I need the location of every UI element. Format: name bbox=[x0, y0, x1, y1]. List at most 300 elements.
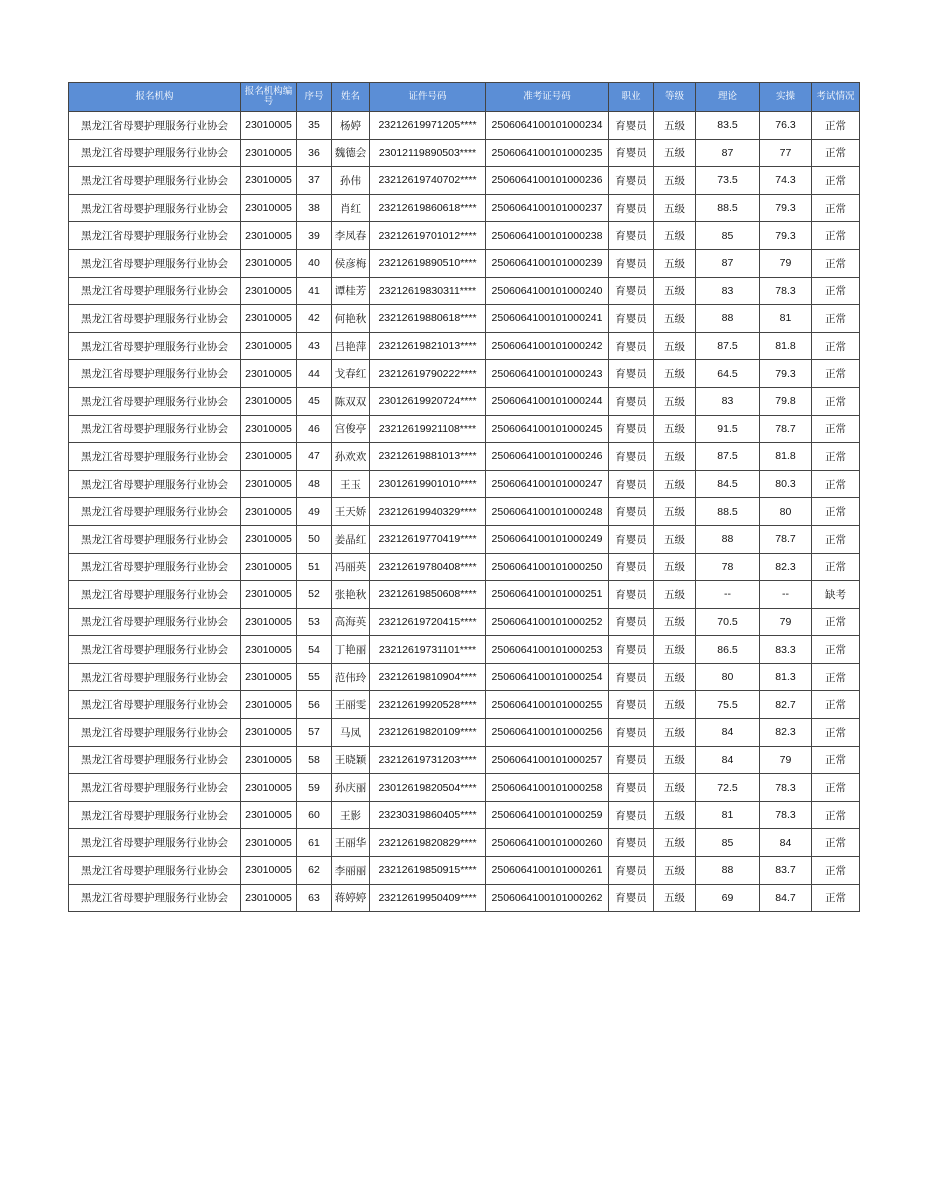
col-header-org: 报名机构 bbox=[69, 83, 241, 112]
cell-seq: 54 bbox=[297, 636, 332, 664]
cell-org-code: 23010005 bbox=[241, 112, 297, 140]
cell-org-code: 23010005 bbox=[241, 360, 297, 388]
cell-practice: 74.3 bbox=[760, 167, 812, 195]
cell-id-no: 23212619790222**** bbox=[370, 360, 486, 388]
cell-id-no: 23212619950409**** bbox=[370, 884, 486, 912]
col-header-seq: 序号 bbox=[297, 83, 332, 112]
cell-ticket: 2506064100101000261 bbox=[486, 857, 609, 885]
cell-ticket: 2506064100101000238 bbox=[486, 222, 609, 250]
col-header-status: 考试情况 bbox=[812, 83, 860, 112]
cell-level: 五级 bbox=[654, 636, 696, 664]
cell-org: 黑龙江省母婴护理服务行业协会 bbox=[69, 443, 241, 471]
col-header-org-code: 报名机构编号 bbox=[241, 83, 297, 112]
cell-ticket: 2506064100101000259 bbox=[486, 801, 609, 829]
cell-seq: 59 bbox=[297, 774, 332, 802]
cell-level: 五级 bbox=[654, 194, 696, 222]
table-row bbox=[69, 857, 860, 885]
cell-id-no: 23212619770419**** bbox=[370, 525, 486, 553]
cell-job: 育婴员 bbox=[609, 194, 654, 222]
cell-ticket: 2506064100101000250 bbox=[486, 553, 609, 581]
cell-name: 王晓颖 bbox=[332, 746, 370, 774]
cell-ticket: 2506064100101000235 bbox=[486, 139, 609, 167]
cell-name: 戈春红 bbox=[332, 360, 370, 388]
cell-org: 黑龙江省母婴护理服务行业协会 bbox=[69, 801, 241, 829]
cell-org: 黑龙江省母婴护理服务行业协会 bbox=[69, 470, 241, 498]
cell-name: 蒋婷婷 bbox=[332, 884, 370, 912]
cell-org: 黑龙江省母婴护理服务行业协会 bbox=[69, 332, 241, 360]
table-row bbox=[69, 801, 860, 829]
cell-ticket: 2506064100101000254 bbox=[486, 663, 609, 691]
cell-org: 黑龙江省母婴护理服务行业协会 bbox=[69, 277, 241, 305]
cell-name: 李丽丽 bbox=[332, 857, 370, 885]
cell-ticket: 2506064100101000244 bbox=[486, 387, 609, 415]
cell-name: 吕艳萍 bbox=[332, 332, 370, 360]
cell-seq: 62 bbox=[297, 857, 332, 885]
cell-name: 姜晶红 bbox=[332, 525, 370, 553]
cell-ticket: 2506064100101000249 bbox=[486, 525, 609, 553]
cell-name: 高海英 bbox=[332, 608, 370, 636]
cell-theory: 88 bbox=[696, 857, 760, 885]
cell-id-no: 23212619850915**** bbox=[370, 857, 486, 885]
cell-theory: 72.5 bbox=[696, 774, 760, 802]
cell-job: 育婴员 bbox=[609, 167, 654, 195]
cell-practice: 77 bbox=[760, 139, 812, 167]
cell-id-no: 23012119890503**** bbox=[370, 139, 486, 167]
cell-id-no: 23212619780408**** bbox=[370, 553, 486, 581]
cell-id-no: 23212619720415**** bbox=[370, 608, 486, 636]
cell-practice: 79.3 bbox=[760, 360, 812, 388]
cell-seq: 52 bbox=[297, 581, 332, 609]
cell-id-no: 23212619880618**** bbox=[370, 305, 486, 333]
cell-theory: 85 bbox=[696, 829, 760, 857]
cell-org: 黑龙江省母婴护理服务行业协会 bbox=[69, 553, 241, 581]
cell-ticket: 2506064100101000253 bbox=[486, 636, 609, 664]
cell-org: 黑龙江省母婴护理服务行业协会 bbox=[69, 112, 241, 140]
cell-status: 正常 bbox=[812, 663, 860, 691]
cell-job: 育婴员 bbox=[609, 415, 654, 443]
table-header bbox=[69, 83, 860, 112]
cell-job: 育婴员 bbox=[609, 801, 654, 829]
cell-name: 何艳秋 bbox=[332, 305, 370, 333]
score-table bbox=[68, 82, 860, 912]
cell-theory: 91.5 bbox=[696, 415, 760, 443]
cell-job: 育婴员 bbox=[609, 525, 654, 553]
cell-practice: 79 bbox=[760, 608, 812, 636]
cell-job: 育婴员 bbox=[609, 581, 654, 609]
cell-seq: 58 bbox=[297, 746, 332, 774]
cell-name: 杨婷 bbox=[332, 112, 370, 140]
cell-ticket: 2506064100101000236 bbox=[486, 167, 609, 195]
cell-org-code: 23010005 bbox=[241, 470, 297, 498]
cell-status: 正常 bbox=[812, 249, 860, 277]
cell-practice: 82.3 bbox=[760, 719, 812, 747]
cell-ticket: 2506064100101000245 bbox=[486, 415, 609, 443]
cell-seq: 61 bbox=[297, 829, 332, 857]
cell-seq: 45 bbox=[297, 387, 332, 415]
cell-status: 正常 bbox=[812, 746, 860, 774]
cell-org-code: 23010005 bbox=[241, 829, 297, 857]
cell-org-code: 23010005 bbox=[241, 249, 297, 277]
cell-practice: 81.3 bbox=[760, 663, 812, 691]
cell-id-no: 23212619850608**** bbox=[370, 581, 486, 609]
cell-org-code: 23010005 bbox=[241, 332, 297, 360]
cell-level: 五级 bbox=[654, 553, 696, 581]
cell-theory: 85 bbox=[696, 222, 760, 250]
cell-seq: 49 bbox=[297, 498, 332, 526]
cell-job: 育婴员 bbox=[609, 112, 654, 140]
cell-seq: 57 bbox=[297, 719, 332, 747]
cell-status: 正常 bbox=[812, 332, 860, 360]
cell-org-code: 23010005 bbox=[241, 857, 297, 885]
cell-job: 育婴员 bbox=[609, 553, 654, 581]
cell-ticket: 2506064100101000248 bbox=[486, 498, 609, 526]
cell-org: 黑龙江省母婴护理服务行业协会 bbox=[69, 884, 241, 912]
cell-org: 黑龙江省母婴护理服务行业协会 bbox=[69, 857, 241, 885]
table-row bbox=[69, 553, 860, 581]
cell-theory: 87.5 bbox=[696, 332, 760, 360]
cell-org: 黑龙江省母婴护理服务行业协会 bbox=[69, 415, 241, 443]
cell-id-no: 23212619830311**** bbox=[370, 277, 486, 305]
cell-name: 冯丽英 bbox=[332, 553, 370, 581]
cell-level: 五级 bbox=[654, 249, 696, 277]
cell-job: 育婴员 bbox=[609, 884, 654, 912]
cell-org-code: 23010005 bbox=[241, 663, 297, 691]
cell-ticket: 2506064100101000258 bbox=[486, 774, 609, 802]
cell-level: 五级 bbox=[654, 387, 696, 415]
table-row bbox=[69, 884, 860, 912]
cell-status: 正常 bbox=[812, 470, 860, 498]
cell-level: 五级 bbox=[654, 498, 696, 526]
table-row bbox=[69, 663, 860, 691]
cell-practice: 78.3 bbox=[760, 801, 812, 829]
cell-id-no: 23230319860405**** bbox=[370, 801, 486, 829]
cell-org-code: 23010005 bbox=[241, 581, 297, 609]
cell-name: 李凤春 bbox=[332, 222, 370, 250]
cell-theory: 73.5 bbox=[696, 167, 760, 195]
cell-name: 王丽华 bbox=[332, 829, 370, 857]
cell-org: 黑龙江省母婴护理服务行业协会 bbox=[69, 636, 241, 664]
cell-practice: 82.3 bbox=[760, 553, 812, 581]
cell-org: 黑龙江省母婴护理服务行业协会 bbox=[69, 663, 241, 691]
cell-org-code: 23010005 bbox=[241, 498, 297, 526]
cell-org-code: 23010005 bbox=[241, 415, 297, 443]
cell-theory: 87 bbox=[696, 139, 760, 167]
cell-ticket: 2506064100101000256 bbox=[486, 719, 609, 747]
cell-theory: 86.5 bbox=[696, 636, 760, 664]
score-sheet bbox=[68, 82, 860, 912]
cell-id-no: 23212619820109**** bbox=[370, 719, 486, 747]
cell-org: 黑龙江省母婴护理服务行业协会 bbox=[69, 498, 241, 526]
cell-job: 育婴员 bbox=[609, 608, 654, 636]
header-row bbox=[69, 83, 860, 112]
cell-org-code: 23010005 bbox=[241, 719, 297, 747]
cell-practice: 79 bbox=[760, 746, 812, 774]
cell-theory: 88.5 bbox=[696, 498, 760, 526]
cell-status: 正常 bbox=[812, 360, 860, 388]
cell-theory: 88.5 bbox=[696, 194, 760, 222]
cell-practice: 84 bbox=[760, 829, 812, 857]
cell-org: 黑龙江省母婴护理服务行业协会 bbox=[69, 360, 241, 388]
cell-seq: 53 bbox=[297, 608, 332, 636]
cell-status: 正常 bbox=[812, 222, 860, 250]
cell-org: 黑龙江省母婴护理服务行业协会 bbox=[69, 222, 241, 250]
cell-practice: 83.3 bbox=[760, 636, 812, 664]
cell-level: 五级 bbox=[654, 443, 696, 471]
table-row bbox=[69, 167, 860, 195]
table-row bbox=[69, 829, 860, 857]
table-row bbox=[69, 443, 860, 471]
cell-seq: 60 bbox=[297, 801, 332, 829]
cell-org-code: 23010005 bbox=[241, 608, 297, 636]
table-row bbox=[69, 194, 860, 222]
cell-status: 正常 bbox=[812, 415, 860, 443]
cell-theory: 88 bbox=[696, 525, 760, 553]
col-header-level: 等级 bbox=[654, 83, 696, 112]
table-row bbox=[69, 774, 860, 802]
cell-practice: 80 bbox=[760, 498, 812, 526]
cell-org-code: 23010005 bbox=[241, 884, 297, 912]
col-header-id-no: 证件号码 bbox=[370, 83, 486, 112]
cell-theory: 78 bbox=[696, 553, 760, 581]
cell-level: 五级 bbox=[654, 857, 696, 885]
cell-org-code: 23010005 bbox=[241, 746, 297, 774]
cell-practice: 79.8 bbox=[760, 387, 812, 415]
cell-org: 黑龙江省母婴护理服务行业协会 bbox=[69, 581, 241, 609]
cell-status: 正常 bbox=[812, 774, 860, 802]
cell-id-no: 23212619890510**** bbox=[370, 249, 486, 277]
cell-org-code: 23010005 bbox=[241, 277, 297, 305]
cell-level: 五级 bbox=[654, 525, 696, 553]
cell-practice: 84.7 bbox=[760, 884, 812, 912]
cell-org: 黑龙江省母婴护理服务行业协会 bbox=[69, 746, 241, 774]
cell-theory: 80 bbox=[696, 663, 760, 691]
cell-status: 缺考 bbox=[812, 581, 860, 609]
cell-seq: 44 bbox=[297, 360, 332, 388]
cell-job: 育婴员 bbox=[609, 857, 654, 885]
cell-practice: 80.3 bbox=[760, 470, 812, 498]
cell-ticket: 2506064100101000255 bbox=[486, 691, 609, 719]
cell-ticket: 2506064100101000260 bbox=[486, 829, 609, 857]
table-row bbox=[69, 719, 860, 747]
cell-name: 王丽雯 bbox=[332, 691, 370, 719]
cell-id-no: 23212619940329**** bbox=[370, 498, 486, 526]
cell-ticket: 2506064100101000257 bbox=[486, 746, 609, 774]
table-row bbox=[69, 525, 860, 553]
cell-job: 育婴员 bbox=[609, 387, 654, 415]
cell-name: 王影 bbox=[332, 801, 370, 829]
cell-level: 五级 bbox=[654, 332, 696, 360]
cell-seq: 46 bbox=[297, 415, 332, 443]
cell-theory: 83 bbox=[696, 387, 760, 415]
cell-name: 陈双双 bbox=[332, 387, 370, 415]
cell-name: 马凤 bbox=[332, 719, 370, 747]
cell-ticket: 2506064100101000241 bbox=[486, 305, 609, 333]
cell-name: 谭桂芳 bbox=[332, 277, 370, 305]
cell-status: 正常 bbox=[812, 443, 860, 471]
cell-theory: 84 bbox=[696, 746, 760, 774]
cell-org: 黑龙江省母婴护理服务行业协会 bbox=[69, 139, 241, 167]
cell-org-code: 23010005 bbox=[241, 222, 297, 250]
cell-seq: 47 bbox=[297, 443, 332, 471]
cell-ticket: 2506064100101000243 bbox=[486, 360, 609, 388]
cell-name: 范伟玲 bbox=[332, 663, 370, 691]
col-header-ticket: 准考证号码 bbox=[486, 83, 609, 112]
cell-org: 黑龙江省母婴护理服务行业协会 bbox=[69, 305, 241, 333]
cell-job: 育婴员 bbox=[609, 498, 654, 526]
table-row bbox=[69, 277, 860, 305]
cell-level: 五级 bbox=[654, 277, 696, 305]
cell-level: 五级 bbox=[654, 360, 696, 388]
cell-ticket: 2506064100101000237 bbox=[486, 194, 609, 222]
cell-id-no: 23212619920528**** bbox=[370, 691, 486, 719]
cell-org-code: 23010005 bbox=[241, 139, 297, 167]
cell-ticket: 2506064100101000234 bbox=[486, 112, 609, 140]
cell-theory: 87.5 bbox=[696, 443, 760, 471]
cell-org-code: 23010005 bbox=[241, 525, 297, 553]
cell-job: 育婴员 bbox=[609, 691, 654, 719]
col-header-theory: 理论 bbox=[696, 83, 760, 112]
cell-name: 丁艳丽 bbox=[332, 636, 370, 664]
cell-id-no: 23212619731203**** bbox=[370, 746, 486, 774]
col-header-practice: 实操 bbox=[760, 83, 812, 112]
cell-theory: 83 bbox=[696, 277, 760, 305]
cell-org: 黑龙江省母婴护理服务行业协会 bbox=[69, 691, 241, 719]
cell-name: 魏德会 bbox=[332, 139, 370, 167]
cell-seq: 35 bbox=[297, 112, 332, 140]
cell-practice: 78.3 bbox=[760, 774, 812, 802]
cell-seq: 39 bbox=[297, 222, 332, 250]
cell-org-code: 23010005 bbox=[241, 305, 297, 333]
cell-status: 正常 bbox=[812, 719, 860, 747]
cell-org: 黑龙江省母婴护理服务行业协会 bbox=[69, 249, 241, 277]
cell-theory: 70.5 bbox=[696, 608, 760, 636]
cell-job: 育婴员 bbox=[609, 470, 654, 498]
cell-name: 侯彦梅 bbox=[332, 249, 370, 277]
table-row bbox=[69, 746, 860, 774]
cell-practice: -- bbox=[760, 581, 812, 609]
cell-id-no: 23212619821013**** bbox=[370, 332, 486, 360]
cell-status: 正常 bbox=[812, 553, 860, 581]
cell-status: 正常 bbox=[812, 305, 860, 333]
cell-level: 五级 bbox=[654, 112, 696, 140]
cell-job: 育婴员 bbox=[609, 663, 654, 691]
cell-job: 育婴员 bbox=[609, 139, 654, 167]
cell-job: 育婴员 bbox=[609, 249, 654, 277]
cell-practice: 79 bbox=[760, 249, 812, 277]
cell-id-no: 23212619921108**** bbox=[370, 415, 486, 443]
cell-seq: 48 bbox=[297, 470, 332, 498]
table-row bbox=[69, 360, 860, 388]
cell-ticket: 2506064100101000251 bbox=[486, 581, 609, 609]
cell-seq: 40 bbox=[297, 249, 332, 277]
cell-ticket: 2506064100101000252 bbox=[486, 608, 609, 636]
cell-theory: 64.5 bbox=[696, 360, 760, 388]
cell-practice: 81.8 bbox=[760, 443, 812, 471]
cell-name: 孙欢欢 bbox=[332, 443, 370, 471]
cell-id-no: 23012619820504**** bbox=[370, 774, 486, 802]
cell-status: 正常 bbox=[812, 525, 860, 553]
cell-status: 正常 bbox=[812, 608, 860, 636]
cell-org: 黑龙江省母婴护理服务行业协会 bbox=[69, 829, 241, 857]
cell-level: 五级 bbox=[654, 167, 696, 195]
table-row bbox=[69, 581, 860, 609]
cell-org-code: 23010005 bbox=[241, 801, 297, 829]
cell-id-no: 23212619731101**** bbox=[370, 636, 486, 664]
table-row bbox=[69, 305, 860, 333]
cell-practice: 78.7 bbox=[760, 525, 812, 553]
cell-status: 正常 bbox=[812, 884, 860, 912]
cell-name: 王玉 bbox=[332, 470, 370, 498]
cell-job: 育婴员 bbox=[609, 222, 654, 250]
cell-org-code: 23010005 bbox=[241, 774, 297, 802]
cell-ticket: 2506064100101000246 bbox=[486, 443, 609, 471]
cell-status: 正常 bbox=[812, 277, 860, 305]
cell-practice: 78.7 bbox=[760, 415, 812, 443]
cell-level: 五级 bbox=[654, 222, 696, 250]
cell-name: 孙伟 bbox=[332, 167, 370, 195]
col-header-name: 姓名 bbox=[332, 83, 370, 112]
cell-status: 正常 bbox=[812, 167, 860, 195]
cell-org: 黑龙江省母婴护理服务行业协会 bbox=[69, 167, 241, 195]
cell-level: 五级 bbox=[654, 608, 696, 636]
cell-level: 五级 bbox=[654, 415, 696, 443]
table-row bbox=[69, 222, 860, 250]
cell-theory: 87 bbox=[696, 249, 760, 277]
cell-status: 正常 bbox=[812, 194, 860, 222]
table-row bbox=[69, 249, 860, 277]
cell-name: 张艳秋 bbox=[332, 581, 370, 609]
cell-ticket: 2506064100101000247 bbox=[486, 470, 609, 498]
table-row bbox=[69, 691, 860, 719]
cell-level: 五级 bbox=[654, 884, 696, 912]
cell-theory: 69 bbox=[696, 884, 760, 912]
cell-id-no: 23212619881013**** bbox=[370, 443, 486, 471]
cell-seq: 56 bbox=[297, 691, 332, 719]
cell-status: 正常 bbox=[812, 829, 860, 857]
cell-name: 肖红 bbox=[332, 194, 370, 222]
cell-theory: 88 bbox=[696, 305, 760, 333]
cell-org-code: 23010005 bbox=[241, 194, 297, 222]
table-row bbox=[69, 332, 860, 360]
cell-level: 五级 bbox=[654, 305, 696, 333]
cell-seq: 51 bbox=[297, 553, 332, 581]
table-row bbox=[69, 415, 860, 443]
cell-practice: 78.3 bbox=[760, 277, 812, 305]
cell-level: 五级 bbox=[654, 139, 696, 167]
cell-theory: -- bbox=[696, 581, 760, 609]
cell-name: 宫俊亭 bbox=[332, 415, 370, 443]
cell-practice: 76.3 bbox=[760, 112, 812, 140]
cell-theory: 84.5 bbox=[696, 470, 760, 498]
cell-id-no: 23012619901010**** bbox=[370, 470, 486, 498]
cell-job: 育婴员 bbox=[609, 636, 654, 664]
cell-practice: 79.3 bbox=[760, 194, 812, 222]
cell-practice: 81 bbox=[760, 305, 812, 333]
table-row bbox=[69, 608, 860, 636]
cell-status: 正常 bbox=[812, 112, 860, 140]
cell-level: 五级 bbox=[654, 470, 696, 498]
cell-ticket: 2506064100101000240 bbox=[486, 277, 609, 305]
cell-ticket: 2506064100101000262 bbox=[486, 884, 609, 912]
cell-status: 正常 bbox=[812, 691, 860, 719]
cell-job: 育婴员 bbox=[609, 305, 654, 333]
cell-level: 五级 bbox=[654, 774, 696, 802]
cell-job: 育婴员 bbox=[609, 774, 654, 802]
cell-level: 五级 bbox=[654, 746, 696, 774]
cell-practice: 79.3 bbox=[760, 222, 812, 250]
cell-theory: 81 bbox=[696, 801, 760, 829]
cell-practice: 82.7 bbox=[760, 691, 812, 719]
